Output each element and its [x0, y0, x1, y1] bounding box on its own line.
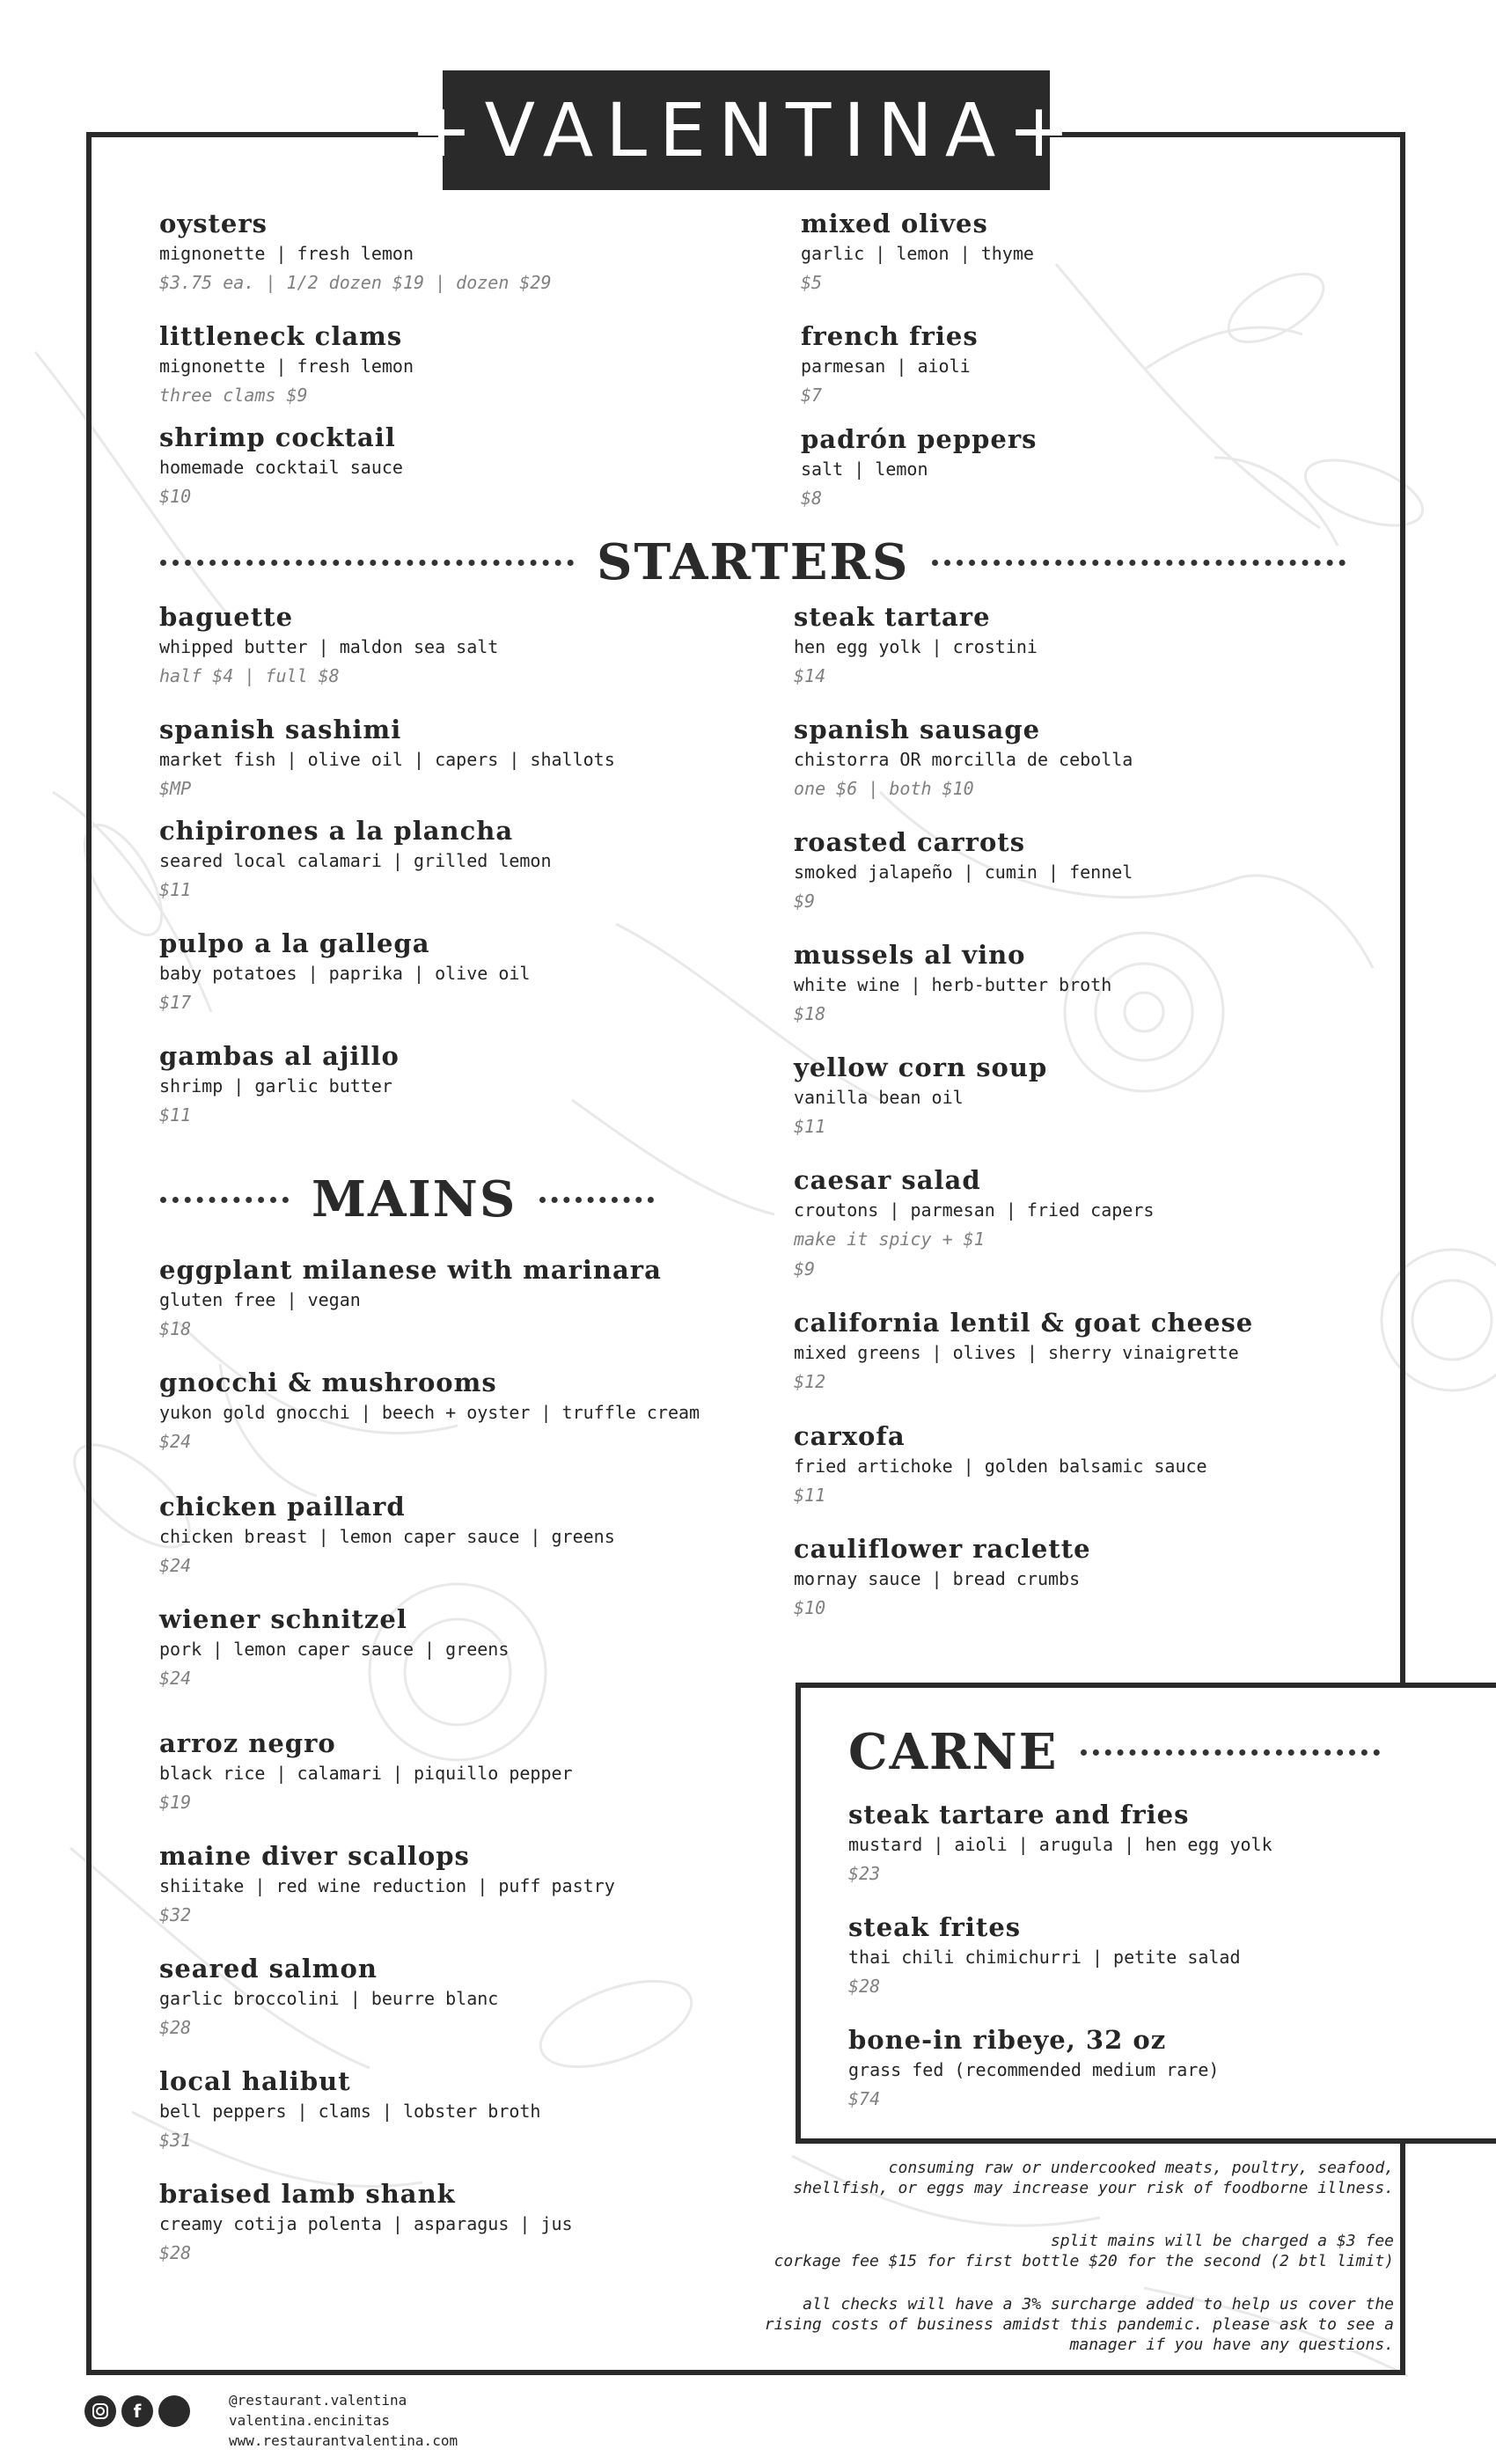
menu-item-gnocchi — [159, 1367, 775, 1456]
item-name: steak tartare and fries — [848, 1800, 1190, 1830]
item-name: oysters — [159, 209, 268, 238]
item-price: $11 — [794, 1485, 826, 1506]
menu-item-lentil-goat-cheese — [794, 1307, 1410, 1397]
foodborne-illness-warning: consuming raw or undercooked meats, poultry, seafood, shellfish, or eggs may increase your risk of foodborne illness. — [793, 2159, 1394, 2197]
item-description: mustard | aioli | arugula | hen egg yolk — [848, 1834, 1272, 1855]
item-price: $14 — [794, 665, 826, 686]
item-price: $10 — [159, 486, 192, 507]
item-description: mixed greens | olives | sherry vinaigrette — [794, 1342, 1239, 1363]
menu-item-spanish-sashimi — [159, 714, 775, 803]
fee-notes: split mains will be charged a $3 fee corkage fee $15 for first bottle $20 for the second (2 btl limit) — [774, 2232, 1394, 2270]
yelp-icon[interactable] — [158, 2395, 190, 2427]
menu-item-oysters — [159, 208, 775, 297]
item-name: shrimp cocktail — [159, 422, 396, 452]
item-price: $74 — [848, 2088, 881, 2109]
menu-item-arroz-negro — [159, 1727, 775, 1817]
menu-item-steak-tartare-fries — [848, 1799, 1464, 1888]
item-description: hen egg yolk | crostini — [794, 636, 1038, 657]
item-description: black rice | calamari | piquillo pepper — [159, 1763, 573, 1784]
dotted-rule — [1081, 1749, 1380, 1756]
item-name: spanish sausage — [794, 715, 1041, 744]
menu-item-spanish-sausage — [794, 714, 1410, 803]
item-price: $8 — [801, 488, 823, 509]
item-description: garlic broccolini | beurre blanc — [159, 1988, 499, 2009]
menu-item-wiener-schnitzel — [159, 1603, 775, 1693]
section-title: MAINS — [312, 1170, 517, 1228]
item-name: cauliflower raclette — [794, 1534, 1091, 1564]
item-price: $11 — [794, 1116, 826, 1137]
item-price: $28 — [159, 2242, 192, 2263]
dotted-rule — [932, 560, 1346, 566]
item-name: eggplant milanese with marinara — [159, 1255, 662, 1285]
item-price: $24 — [159, 1668, 192, 1689]
section-title: STARTERS — [597, 533, 910, 591]
item-name: local halibut — [159, 2066, 351, 2096]
item-description: thai chili chimichurri | petite salad — [848, 1947, 1241, 1968]
item-name: spanish sashimi — [159, 715, 402, 744]
menu-item-scallops — [159, 1840, 775, 1930]
item-description: vanilla bean oil — [794, 1087, 964, 1108]
item-name: roasted carrots — [794, 827, 1026, 857]
item-description: mornay sauce | bread crumbs — [794, 1568, 1081, 1589]
menu-item-chicken-paillard — [159, 1491, 775, 1580]
item-description: whipped butter | maldon sea salt — [159, 636, 499, 657]
item-name: baguette — [159, 602, 294, 632]
item-name: gnocchi & mushrooms — [159, 1368, 497, 1397]
item-name: padrón peppers — [801, 424, 1038, 454]
item-description: pork | lemon caper sauce | greens — [159, 1639, 510, 1660]
item-description: homemade cocktail sauce — [159, 457, 403, 478]
item-description: mignonette | fresh lemon — [159, 243, 414, 264]
item-name: wiener schnitzel — [159, 1604, 407, 1634]
item-price: one $6 | both $10 — [794, 778, 974, 799]
menu-item-seared-salmon — [159, 1953, 775, 2042]
mains-heading — [160, 1170, 654, 1228]
item-upcharge: make it spicy + $1 — [794, 1228, 985, 1250]
item-name: littleneck clams — [159, 321, 403, 351]
menu-item-cauliflower-raclette — [794, 1533, 1410, 1623]
website-link[interactable]: www.restaurantvalentina.com — [229, 2432, 458, 2449]
menu-item-local-halibut — [159, 2065, 775, 2155]
item-name: yellow corn soup — [794, 1052, 1048, 1082]
item-name: arroz negro — [159, 1728, 336, 1758]
instagram-icon[interactable] — [84, 2395, 116, 2427]
item-name: gambas al ajillo — [159, 1041, 400, 1071]
item-description: chistorra OR morcilla de cebolla — [794, 749, 1133, 770]
item-price: $9 — [794, 891, 816, 912]
item-price: $28 — [848, 1976, 881, 1997]
item-description: white wine | herb-butter broth — [794, 974, 1112, 995]
surcharge-note: all checks will have a 3% surcharge added to help us cover the rising costs of business amidst this pandemic. please ask to see a manager if you have any questions. — [764, 2295, 1394, 2354]
item-name: carxofa — [794, 1421, 906, 1451]
carne-heading — [848, 1723, 1380, 1781]
menu-item-mixed-olives — [801, 208, 1417, 297]
item-price: $3.75 ea. | 1/2 dozen $19 | dozen $29 — [159, 272, 552, 293]
item-price: $18 — [794, 1003, 826, 1024]
menu-item-caesar-salad — [794, 1164, 1410, 1284]
carne-box — [796, 1683, 1496, 2144]
item-name: pulpo a la gallega — [159, 928, 430, 958]
menu-item-roasted-carrots — [794, 826, 1410, 916]
item-description: baby potatoes | paprika | olive oil — [159, 963, 531, 984]
menu-item-baguette — [159, 601, 775, 691]
item-name: mixed olives — [801, 209, 988, 238]
menu-item-steak-tartare — [794, 601, 1410, 691]
item-description: shrimp | garlic butter — [159, 1075, 392, 1096]
menu-item-mussels — [794, 939, 1410, 1029]
item-name: bone-in ribeye, 32 oz — [848, 2025, 1167, 2055]
item-price: $18 — [159, 1318, 192, 1339]
menu-item-corn-soup — [794, 1052, 1410, 1141]
menu-item-chipirones — [159, 815, 775, 905]
item-name: braised lamb shank — [159, 2179, 456, 2209]
item-description: bell peppers | clams | lobster broth — [159, 2101, 541, 2122]
item-description: croutons | parmesan | fried capers — [794, 1199, 1155, 1221]
item-price: three clams $9 — [159, 385, 308, 406]
item-description: smoked jalapeño | cumin | fennel — [794, 862, 1133, 883]
item-price: $11 — [159, 1104, 192, 1126]
item-name: french fries — [801, 321, 979, 351]
item-description: yukon gold gnocchi | beech + oyster | truffle cream — [159, 1402, 700, 1423]
item-name: chicken paillard — [159, 1492, 406, 1522]
item-description: creamy cotija polenta | asparagus | jus — [159, 2213, 573, 2234]
starters-heading — [160, 533, 1346, 591]
item-name: maine diver scallops — [159, 1841, 470, 1871]
facebook-icon[interactable]: f — [121, 2395, 153, 2427]
item-description: grass fed (recommended medium rare) — [848, 2059, 1220, 2080]
item-name: steak frites — [848, 1912, 1022, 1942]
item-description: gluten free | vegan — [159, 1289, 361, 1310]
item-price: $9 — [794, 1258, 816, 1280]
item-price: $32 — [159, 1904, 192, 1925]
menu-item-steak-frites — [848, 1911, 1464, 2001]
item-name: steak tartare — [794, 602, 991, 632]
menu-item-shrimp-cocktail — [159, 422, 775, 511]
menu-item-french-fries — [801, 320, 1417, 410]
item-description: fried artichoke | golden balsamic sauce — [794, 1456, 1207, 1477]
item-price: $11 — [159, 879, 192, 900]
restaurant-logo: +VALENTINA+ — [443, 70, 1050, 190]
item-price: $24 — [159, 1555, 192, 1576]
item-price: $19 — [159, 1792, 192, 1813]
item-description: chicken breast | lemon caper sauce | greens — [159, 1526, 615, 1547]
menu-item-bone-in-ribeye — [848, 2024, 1464, 2114]
dotted-rule — [160, 1197, 289, 1203]
item-name: caesar salad — [794, 1165, 981, 1195]
item-name: seared salmon — [159, 1954, 378, 1984]
item-name: california lentil & goat cheese — [794, 1308, 1254, 1338]
item-description: market fish | olive oil | capers | shallots — [159, 749, 615, 770]
item-price: $24 — [159, 1431, 192, 1452]
menu-item-carxofa — [794, 1420, 1410, 1510]
item-price: $31 — [159, 2130, 192, 2151]
item-description: shiitake | red wine reduction | puff pastry — [159, 1875, 615, 1896]
item-price: $MP — [159, 778, 192, 799]
dotted-rule — [539, 1197, 654, 1203]
item-price: $7 — [801, 385, 823, 406]
item-price: $28 — [159, 2017, 192, 2038]
menu-item-eggplant-milanese — [159, 1254, 775, 1344]
item-description: mignonette | fresh lemon — [159, 356, 414, 377]
menu-item-littleneck-clams — [159, 320, 775, 410]
instagram-handle[interactable]: @restaurant.valentina — [229, 2392, 407, 2409]
item-price: $10 — [794, 1597, 826, 1618]
item-name: mussels al vino — [794, 940, 1026, 970]
item-description: garlic | lemon | thyme — [801, 243, 1034, 264]
item-description: salt | lemon — [801, 458, 928, 480]
item-price: $23 — [848, 1863, 881, 1884]
section-title: CARNE — [848, 1723, 1059, 1781]
contact-info — [229, 2390, 458, 2451]
menu-item-padron-peppers — [801, 423, 1417, 513]
item-description: parmesan | aioli — [801, 356, 971, 377]
item-price: half $4 | full $8 — [159, 665, 340, 686]
item-price: $5 — [801, 272, 823, 293]
item-price: $17 — [159, 992, 192, 1013]
facebook-handle[interactable]: valentina.encinitas — [229, 2412, 391, 2429]
item-name: chipirones a la plancha — [159, 816, 514, 846]
menu-item-pulpo — [159, 928, 775, 1017]
item-description: seared local calamari | grilled lemon — [159, 850, 552, 871]
social-icons — [84, 2395, 190, 2427]
menu-item-gambas — [159, 1040, 775, 1130]
item-price: $12 — [794, 1371, 826, 1392]
dotted-rule — [160, 560, 574, 566]
